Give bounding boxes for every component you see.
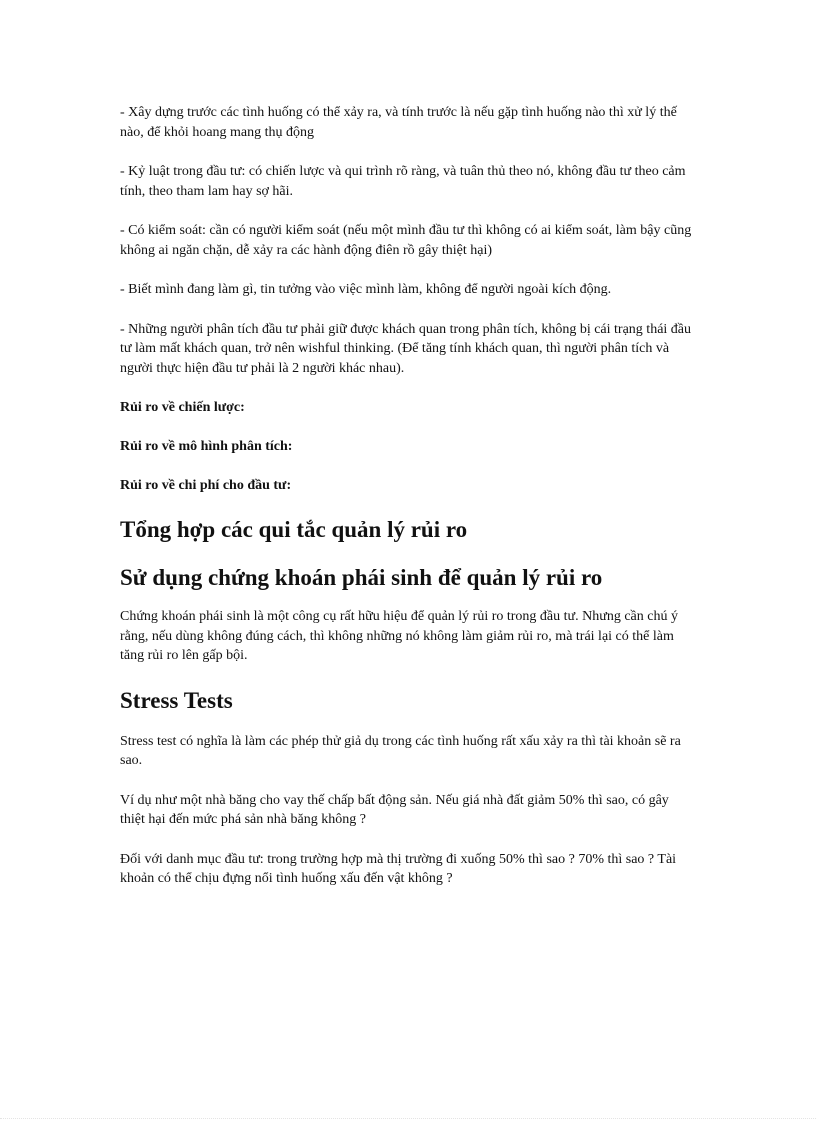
page-bottom-divider — [0, 1118, 816, 1119]
paragraph-stress-bank-example: Ví dụ như một nhà băng cho vay thế chấp bất động sản. Nếu giá nhà đất giảm 50% thì sao, có gây thiệt hại đến mức phá sản nhà băng không ? — [120, 792, 669, 827]
document-page — [120, 103, 695, 909]
heading-derivatives: Sử dụng chứng khoán phái sinh để quản lý rủi ro — [120, 565, 603, 590]
heading-stress-tests: Stress Tests — [120, 687, 233, 713]
paragraph-derivatives: Chứng khoán phái sinh là một công cụ rất hữu hiệu để quản lý rủi ro trong đầu tư. Nhưng cần chú ý rằng, nếu dùng không đúng cách, thì không những nó không làm giảm rủi ro, mà trái lại có thể làm tăng rủi ro lên gấp bội. — [120, 609, 678, 663]
paragraph-stress-definition: Stress test có nghĩa là làm các phép thử giả dụ trong các tình huống rất xấu xảy ra thì tài khoản sẽ ra sao. — [120, 733, 681, 768]
subheading-model-risk: Rủi ro về mô hình phân tích: — [120, 439, 293, 454]
paragraph-discipline: - Kỷ luật trong đầu tư: có chiến lược và qui trình rõ ràng, và tuân thủ theo nó, không đầu tư theo cảm tính, theo tham lam hay sợ hãi. — [120, 164, 686, 199]
subheading-cost-risk: Rủi ro về chi phí cho đầu tư: — [120, 478, 292, 493]
paragraph-stress-portfolio: Đối với danh mục đầu tư: trong trường hợp mà thị trường đi xuống 50% thì sao ? 70% thì sao ? Tài khoản có thể chịu đựng nổi tình huống xấu đến vật không ? — [120, 851, 677, 886]
paragraph-scenarios: - Xây dựng trước các tình huống có thể xảy ra, và tính trước là nếu gặp tình huống nào thì xử lý thế nào, để khỏi hoang mang thụ động — [120, 105, 677, 140]
heading-risk-rules-summary: Tổng hợp các qui tắc quản lý rủi ro — [120, 517, 468, 542]
paragraph-objectivity: - Những người phân tích đầu tư phải giữ được khách quan trong phân tích, không bị cái trạng thái đầu tư làm mất khách quan, trở nên wishful thinking. (Để tăng tính khách quan, thì người phân tích và người thực hiện đầu tư phải là 2 người khác nhau). — [120, 321, 692, 376]
paragraph-self-awareness: - Biết mình đang làm gì, tin tưởng vào việc mình làm, không để người ngoài kích động. — [120, 282, 612, 297]
paragraph-control: - Có kiểm soát: cần có người kiểm soát (nếu một mình đầu tư thì không có ai kiểm soát, làm bậy cũng không ai ngăn chặn, dễ xảy ra các hành động điên rồ gây thiệt hại) — [120, 223, 692, 258]
subheading-strategy-risk: Rủi ro về chiến lược: — [120, 400, 245, 415]
